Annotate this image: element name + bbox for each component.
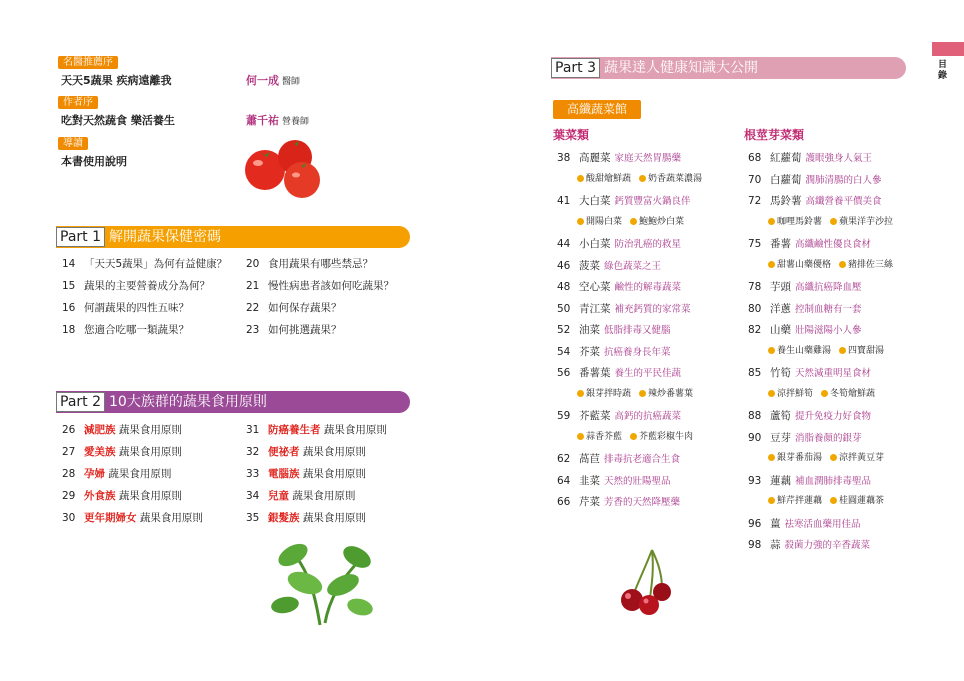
bullet-icon	[639, 390, 646, 397]
vegetable-name: 芥菜	[579, 345, 600, 358]
vegetable-desc: 補充鈣質的家常菜	[614, 303, 691, 315]
part2-title: 10大族群的蔬果食用原則	[109, 394, 267, 410]
toc-entry[interactable]	[748, 408, 871, 423]
vegetable-name: 山藥	[770, 324, 791, 336]
leaf-vegetable-illustration	[265, 535, 375, 630]
toc-entry[interactable]	[557, 494, 680, 509]
vegetable-desc: 低脂排毒又健腦	[604, 325, 671, 336]
toc-entry[interactable]: 21 慢性病患者該如何吃蔬果？	[246, 280, 394, 292]
page-number: 78	[748, 281, 762, 293]
bullet-icon	[630, 218, 637, 225]
vegetable-name: 芋頭	[770, 281, 791, 293]
vegetable-desc: 高纖鹼性優良食材	[795, 239, 872, 250]
toc-entry[interactable]: 30 更年期婦女 蔬果食用原則	[62, 512, 203, 524]
front-tag: 作者序	[58, 96, 98, 109]
bullet-icon	[577, 218, 584, 225]
vegetable-desc: 護眼強身人氣王	[805, 153, 873, 164]
page-number: 93	[748, 474, 762, 487]
bullet-icon	[839, 261, 846, 268]
vegetable-name: 紅蘿蔔	[770, 152, 802, 164]
page-number: 38	[557, 152, 571, 164]
recipe-name[interactable]: 蘋果洋芋沙拉	[839, 216, 894, 227]
recipe-name[interactable]: 甜薯山藥優格	[777, 259, 832, 270]
recipe-name[interactable]: 辣炒番薯葉	[648, 388, 694, 399]
toc-entry[interactable]	[557, 473, 671, 488]
recipe-name[interactable]: 冬筍燴鮮蔬	[830, 388, 876, 399]
vegetable-desc: 高纖抗癌降血壓	[795, 282, 862, 293]
toc-entry[interactable]: 31 防癌養生者 蔬果食用原則	[246, 424, 387, 436]
toc-entry[interactable]: 26 減肥族 蔬果食用原則	[62, 424, 182, 436]
page-number: 56	[557, 367, 571, 379]
vegetable-desc: 補血潤肺排毒聖品	[795, 475, 872, 487]
tomato-illustration	[240, 135, 330, 200]
part3-title: 蔬果達人健康知識大公開	[604, 60, 758, 76]
recipe-name[interactable]: 養生山藥雞湯	[777, 345, 832, 356]
recipe-name[interactable]: 銀芽番茄湯	[777, 453, 823, 463]
bullet-icon	[577, 175, 584, 182]
toc-entry[interactable]: 18 您適合吃哪一類蔬果？	[62, 324, 189, 336]
toc-entry[interactable]	[748, 279, 862, 294]
vegetable-name: 青江菜	[579, 302, 611, 315]
vegetable-name: 薑	[770, 517, 781, 530]
toc-entry[interactable]: 27 愛美族 蔬果食用原則	[62, 446, 182, 458]
recipe-list	[768, 493, 884, 506]
vegetable-desc: 養生的平民佳蔬	[614, 368, 682, 379]
toc-entry[interactable]: 20 食用蔬果有哪些禁忌？	[246, 258, 373, 270]
recipe-name[interactable]: 酸甜燴鮮蔬	[586, 173, 632, 184]
author-name: 蕭千祐	[246, 114, 279, 127]
page-number: 85	[748, 367, 762, 379]
page-number: 50	[557, 302, 571, 315]
vegetable-desc: 消脂養顏的銀芽	[795, 432, 862, 444]
toc-entry[interactable]: 34 兒童 蔬果食用原則	[246, 490, 356, 502]
vegetable-desc: 芳香的天然降壓藥	[604, 497, 681, 508]
toc-entry[interactable]	[557, 193, 691, 208]
bullet-icon	[768, 390, 775, 397]
bullet-icon	[630, 433, 637, 440]
bullet-icon	[768, 218, 775, 225]
toc-entry[interactable]	[557, 279, 681, 294]
vegetable-desc: 高鈣的抗癌蔬菜	[614, 411, 682, 422]
recipe-name[interactable]: 芥藍彩椒牛肉	[639, 431, 694, 442]
vegetable-name: 韭菜	[579, 474, 600, 487]
toc-entry[interactable]: 23 如何挑選蔬果？	[246, 324, 342, 336]
page-number: 68	[748, 152, 762, 164]
bullet-icon	[639, 175, 646, 182]
recipe-name[interactable]: 蒜香芥藍	[586, 431, 623, 442]
recipe-name[interactable]: 豬排佐三絲	[848, 259, 894, 270]
toc-entry[interactable]	[748, 193, 882, 208]
vegetable-desc: 祛寒活血藥用佳品	[784, 518, 861, 530]
vegetable-desc: 壯陽滋陽小人參	[795, 325, 862, 336]
page-number: 54	[557, 345, 571, 358]
bullet-icon	[830, 454, 837, 461]
part1-label: Part 1	[56, 227, 105, 247]
vegetable-desc: 抗癌養身長年菜	[604, 346, 671, 358]
toc-entry[interactable]: 14 「天天5蔬果」為何有益健康？	[62, 258, 228, 270]
toc-entry[interactable]	[557, 301, 691, 316]
author-role: 醫師	[282, 77, 301, 87]
bullet-icon	[577, 433, 584, 440]
page-number: 66	[557, 496, 571, 508]
toc-entry[interactable]: 16 何謂蔬果的四性五味？	[62, 302, 189, 314]
bullet-icon	[830, 497, 837, 504]
part2-label: Part 2	[56, 392, 105, 412]
toc-entry[interactable]: 28 孕婦 蔬果食用原則	[62, 468, 172, 480]
front-author	[246, 112, 309, 128]
recipe-list	[768, 343, 884, 356]
front-line: 天天5蔬果 疾病遠離我	[61, 74, 172, 87]
bullet-icon	[768, 261, 775, 268]
vegetable-desc: 控制血糖有一套	[795, 303, 862, 315]
toc-entry[interactable]	[748, 537, 870, 552]
bullet-icon	[821, 390, 828, 397]
toc-entry[interactable]	[557, 344, 671, 359]
part3-label: Part 3	[551, 58, 600, 78]
vegetable-name: 蘆筍	[770, 410, 791, 422]
author-role: 營養師	[282, 117, 310, 127]
part3-header	[551, 57, 906, 79]
toc-entry[interactable]	[748, 322, 862, 337]
front-tag: 導讀	[58, 137, 88, 150]
author-name: 何一成	[246, 74, 279, 87]
vegetable-desc: 防治乳癌的救星	[614, 239, 682, 250]
hall-label: 高纖蔬菜館	[553, 100, 641, 119]
vegetable-name: 竹筍	[770, 367, 791, 379]
vegetable-desc: 家庭天然胃腸藥	[614, 153, 682, 164]
toc-entry[interactable]	[557, 408, 681, 423]
toc-entry[interactable]: 33 電腦族 蔬果食用原則	[246, 468, 366, 480]
page-number: 62	[557, 453, 571, 465]
bullet-icon	[577, 390, 584, 397]
page-number: 98	[748, 539, 762, 551]
bullet-icon	[768, 347, 775, 354]
vegetable-name: 菠菜	[579, 259, 600, 272]
recipe-name[interactable]: 涼拌鮮筍	[777, 388, 814, 399]
recipe-list	[768, 257, 893, 270]
page-number: 46	[557, 259, 571, 272]
recipe-list	[768, 450, 884, 463]
vegetable-desc: 高纖營養平價美食	[805, 196, 882, 207]
vegetable-name: 洋蔥	[770, 302, 791, 315]
toc-entry[interactable]	[748, 150, 872, 165]
toc-entry[interactable]	[748, 430, 862, 445]
vegetable-name: 番薯	[770, 238, 791, 250]
page-number: 75	[748, 238, 762, 250]
vegetable-desc: 殺菌力強的辛香蔬菜	[784, 540, 871, 551]
page-number: 41	[557, 195, 571, 207]
vegetable-name: 蓮藕	[770, 474, 791, 487]
toc-entry[interactable]: 15 蔬果的主要營養成分為何？	[62, 280, 210, 292]
toc-entry[interactable]: 29 外食族 蔬果食用原則	[62, 490, 182, 502]
page-number: 52	[557, 324, 571, 336]
vegetable-name: 小白菜	[579, 238, 611, 250]
cherry-illustration	[612, 548, 672, 616]
vegetable-name: 蒜	[770, 539, 781, 551]
vegetable-desc: 天然減重明星食材	[795, 368, 872, 379]
recipe-name[interactable]: 桂圓蓮藕茶	[839, 496, 885, 506]
vegetable-name: 油菜	[579, 324, 600, 336]
page-number: 48	[557, 281, 571, 293]
vegetable-desc: 天然的壯陽聖品	[604, 475, 671, 487]
recipe-list	[577, 386, 693, 399]
toc-entry[interactable]	[748, 236, 871, 251]
toc-entry[interactable]	[557, 150, 681, 165]
recipe-name[interactable]: 四寶甜湯	[848, 345, 885, 356]
recipe-name[interactable]: 鮮芹拌蓮藕	[777, 496, 823, 506]
toc-entry[interactable]: 35 銀髮族 蔬果食用原則	[246, 512, 366, 524]
part1-header	[56, 226, 410, 248]
toc-entry[interactable]: 32 便祕者 蔬果食用原則	[246, 446, 366, 458]
vegetable-desc: 提升免疫力好食物	[795, 411, 872, 422]
page-number: 44	[557, 238, 571, 250]
page-number: 72	[748, 195, 762, 207]
toc-entry[interactable]	[748, 365, 871, 380]
side-tab: 目錄	[938, 60, 948, 81]
vegetable-name: 白蘿蔔	[770, 173, 802, 186]
vegetable-name: 芹菜	[579, 496, 600, 508]
vegetable-desc: 鈣質豐富火鍋良伴	[614, 196, 691, 207]
front-line: 本書使用說明	[61, 155, 127, 168]
page-number: 90	[748, 431, 762, 444]
page-number: 88	[748, 410, 762, 422]
vegetable-desc: 潤肺清腸的白人參	[805, 174, 882, 186]
bullet-icon	[830, 218, 837, 225]
part2-header	[56, 391, 410, 413]
recipe-list	[577, 214, 684, 227]
vegetable-name: 馬鈴薯	[770, 195, 802, 207]
toc-entry[interactable]: 22 如何保存蔬果？	[246, 302, 342, 314]
recipe-list	[577, 429, 693, 442]
front-tag: 名醫推薦序	[58, 56, 118, 69]
toc-entry[interactable]	[557, 451, 680, 466]
toc-entry[interactable]	[557, 236, 681, 251]
vegetable-name: 空心菜	[579, 281, 611, 293]
page-number: 64	[557, 474, 571, 487]
recipe-name[interactable]: 鮑鮑炒白菜	[639, 216, 685, 227]
toc-entry[interactable]	[557, 322, 671, 337]
category-leafy: 葉菜類	[553, 128, 590, 142]
vegetable-name: 高麗菜	[579, 152, 611, 164]
toc-entry[interactable]	[748, 172, 882, 187]
bullet-icon	[768, 497, 775, 504]
recipe-list	[768, 386, 875, 399]
toc-entry[interactable]	[748, 516, 861, 531]
page-number: 80	[748, 302, 762, 315]
recipe-name[interactable]: 銀芽拌時蔬	[586, 388, 632, 399]
recipe-name[interactable]: 咖哩馬鈴薯	[777, 216, 823, 227]
vegetable-name: 番薯葉	[579, 367, 611, 379]
vegetable-desc: 排毒抗老適合生食	[604, 454, 681, 465]
page-number: 96	[748, 517, 762, 530]
vegetable-name: 豆芽	[770, 431, 791, 444]
category-root: 根莖芽菜類	[744, 128, 805, 142]
front-author	[246, 72, 300, 88]
bullet-icon	[768, 454, 775, 461]
recipe-name[interactable]: 涼拌黃豆芽	[839, 453, 885, 463]
toc-entry[interactable]	[557, 258, 661, 273]
vegetable-name: 萵苣	[579, 453, 600, 465]
toc-entry[interactable]	[557, 365, 681, 380]
recipe-list	[577, 171, 702, 184]
bullet-icon	[839, 347, 846, 354]
page-number: 82	[748, 324, 762, 336]
part1-title: 解開蔬果保健密碼	[109, 229, 221, 245]
vegetable-desc: 綠色蔬菜之王	[604, 260, 662, 272]
recipe-name[interactable]: 開陽白菜	[586, 216, 623, 227]
front-line: 吃對天然蔬食 樂活養生	[61, 114, 175, 127]
recipe-list	[768, 214, 893, 227]
recipe-name[interactable]: 奶香蔬菜濃湯	[648, 173, 703, 184]
vegetable-desc: 鹼性的解毒蔬菜	[614, 282, 682, 293]
toc-entry[interactable]	[748, 473, 871, 488]
vegetable-name: 芥藍菜	[579, 410, 611, 422]
vegetable-name: 大白菜	[579, 195, 611, 207]
page-number: 59	[557, 410, 571, 422]
toc-entry[interactable]	[748, 301, 862, 316]
side-tab-marker	[932, 42, 964, 56]
page-number: 70	[748, 173, 762, 186]
